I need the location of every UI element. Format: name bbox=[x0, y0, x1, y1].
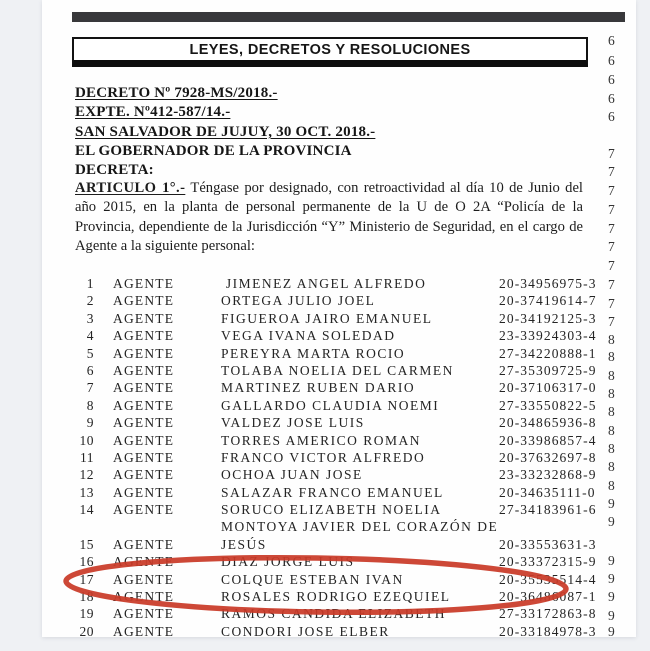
margin-digit: 6 bbox=[608, 72, 615, 87]
table-row bbox=[68, 466, 597, 483]
table-row bbox=[68, 292, 597, 309]
row-cuil: 20-35535514-4 bbox=[499, 571, 597, 587]
row-rank: AGENTE bbox=[113, 589, 175, 605]
masthead-box bbox=[72, 37, 588, 67]
table-row bbox=[68, 397, 597, 414]
article-body: Téngase por designado, con retroactividad al día 10 de Junio del año 2015, en la planta de personal permanente de la U de O 2A “Policía de la Provincia, dependiente de la Jurisdicción “Y” Ministerio de Seguridad, en el cargo de Agente a la siguiente personal: bbox=[75, 180, 583, 254]
table-row bbox=[68, 275, 597, 292]
margin-digit: 6 bbox=[608, 33, 615, 48]
row-rank: AGENTE bbox=[113, 345, 175, 361]
row-cuil: 20-36486087-1 bbox=[499, 589, 597, 605]
row-number: 2 bbox=[86, 293, 94, 309]
row-number: 6 bbox=[86, 362, 94, 378]
margin-digit: 8 bbox=[608, 349, 615, 364]
row-number: 8 bbox=[86, 397, 94, 413]
row-name: FIGUEROA JAIRO EMANUEL bbox=[221, 310, 433, 326]
margin-digit: 9 bbox=[608, 608, 615, 623]
row-rank: AGENTE bbox=[113, 432, 175, 448]
table-row bbox=[68, 345, 597, 362]
row-rank: AGENTE bbox=[113, 449, 175, 465]
decree-line: DECRETA: bbox=[75, 162, 154, 179]
decree-line: SAN SALVADOR DE JUJUY, 30 OCT. 2018.- bbox=[75, 123, 376, 140]
margin-digit: 8 bbox=[608, 423, 615, 438]
row-number: 18 bbox=[79, 589, 94, 605]
row-rank: AGENTE bbox=[113, 536, 175, 552]
row-cuil: 20-33184978-3 bbox=[499, 623, 597, 639]
row-cuil: 27-34220888-1 bbox=[499, 345, 597, 361]
row-number: 17 bbox=[79, 571, 94, 587]
row-rank: AGENTE bbox=[113, 623, 175, 639]
margin-digit: 7 bbox=[608, 202, 615, 217]
table-row bbox=[68, 588, 597, 605]
table-row bbox=[68, 484, 596, 501]
row-number: 16 bbox=[79, 554, 94, 570]
row-number: 13 bbox=[79, 484, 94, 500]
margin-digit: 7 bbox=[608, 277, 615, 292]
row-number: 15 bbox=[79, 536, 94, 552]
row-rank: AGENTE bbox=[113, 397, 175, 413]
table-row bbox=[68, 553, 597, 570]
row-rank: AGENTE bbox=[113, 293, 175, 309]
row-cuil: 20-37632697-8 bbox=[499, 449, 597, 465]
margin-digit: 8 bbox=[608, 368, 615, 383]
margin-digit: 6 bbox=[608, 91, 615, 106]
table-row bbox=[68, 536, 597, 553]
row-number: 10 bbox=[79, 432, 94, 448]
row-name: SORUCO ELIZABETH NOELIA bbox=[221, 502, 442, 518]
row-rank: AGENTE bbox=[113, 328, 175, 344]
row-rank: AGENTE bbox=[113, 502, 175, 518]
row-cuil: 20-33553631-3 bbox=[499, 536, 597, 552]
page-top-rule bbox=[72, 12, 625, 22]
row-name: JESÚS bbox=[221, 536, 267, 552]
margin-digit: 7 bbox=[608, 146, 615, 161]
row-cuil: 23-33232868-9 bbox=[499, 467, 597, 483]
margin-digit: 7 bbox=[608, 183, 615, 198]
row-rank: AGENTE bbox=[113, 571, 175, 587]
row-name: DIAZ JORGE LUIS bbox=[221, 554, 355, 570]
margin-digit: 9 bbox=[608, 589, 615, 604]
row-cuil: 20-34192125-3 bbox=[499, 310, 597, 326]
table-row bbox=[68, 362, 597, 379]
margin-digit: 7 bbox=[608, 221, 615, 236]
row-name: VALDEZ JOSE LUIS bbox=[221, 415, 365, 431]
row-name: GALLARDO CLAUDIA NOEMI bbox=[221, 397, 440, 413]
article-paragraph bbox=[75, 179, 583, 256]
row-rank bbox=[113, 518, 177, 535]
margin-digit: 7 bbox=[608, 296, 615, 311]
row-rank: AGENTE bbox=[113, 484, 175, 500]
margin-digit: 7 bbox=[608, 258, 615, 273]
row-number: 4 bbox=[86, 328, 94, 344]
table-row bbox=[68, 623, 597, 640]
decree-heading-block bbox=[75, 84, 375, 180]
row-rank: AGENTE bbox=[113, 276, 175, 291]
row-cuil: 27-34183961-6 bbox=[499, 502, 597, 518]
row-rank: AGENTE bbox=[113, 310, 175, 326]
row-name: FRANCO VICTOR ALFREDO bbox=[221, 449, 426, 465]
row-cuil: 20-34635111-0 bbox=[499, 484, 596, 500]
margin-digit: 6 bbox=[608, 53, 615, 68]
table-row bbox=[68, 571, 597, 588]
margin-digit: 7 bbox=[608, 314, 615, 329]
margin-digit: 8 bbox=[608, 332, 615, 347]
article-label: ARTICULO 1°.- bbox=[75, 180, 186, 196]
row-rank: AGENTE bbox=[113, 467, 175, 483]
row-rank: AGENTE bbox=[113, 554, 175, 570]
margin-digit: 9 bbox=[608, 571, 615, 586]
row-rank: AGENTE bbox=[113, 415, 175, 431]
table-row bbox=[68, 432, 597, 449]
row-name: COLQUE ESTEBAN IVAN bbox=[221, 571, 404, 587]
margin-digit: 9 bbox=[608, 514, 615, 529]
decree-line: EL GOBERNADOR DE LA PROVINCIA bbox=[75, 142, 352, 159]
row-name: ROSALES RODRIGO EZEQUIEL bbox=[221, 589, 451, 605]
decree-line: EXPTE. Nº412-587/14.- bbox=[75, 104, 231, 121]
margin-digit: 6 bbox=[608, 109, 615, 124]
table-row bbox=[68, 449, 597, 466]
row-cuil: 23-33924303-4 bbox=[499, 328, 597, 344]
row-name: MARTINEZ RUBEN DARIO bbox=[221, 380, 416, 396]
table-row bbox=[68, 327, 597, 344]
row-cuil: 20-33986857-4 bbox=[499, 432, 597, 448]
table-row bbox=[68, 379, 597, 396]
row-rank: AGENTE bbox=[113, 362, 175, 378]
row-name: TOLABA NOELIA DEL CARMEN bbox=[221, 362, 454, 378]
row-number: 14 bbox=[79, 502, 94, 518]
row-number bbox=[68, 518, 94, 535]
row-name: RAMOS CANDIDA ELIZABETH bbox=[221, 606, 446, 622]
row-number: 5 bbox=[86, 345, 94, 361]
row-cuil: 27-35309725-9 bbox=[499, 362, 597, 378]
row-cuil: 20-34865936-8 bbox=[499, 415, 597, 431]
row-name: ORTEGA JULIO JOEL bbox=[221, 293, 376, 309]
row-name: VEGA IVANA SOLEDAD bbox=[221, 328, 396, 344]
row-name: SALAZAR FRANCO EMANUEL bbox=[221, 484, 444, 500]
margin-digit: 8 bbox=[608, 441, 615, 456]
row-name: TORRES AMERICO ROMAN bbox=[221, 432, 422, 448]
row-number: 11 bbox=[80, 449, 94, 465]
table-row bbox=[68, 501, 597, 518]
row-number: 3 bbox=[86, 310, 94, 326]
margin-digit: 8 bbox=[608, 386, 615, 401]
table-row bbox=[68, 605, 597, 622]
row-rank: AGENTE bbox=[113, 380, 175, 396]
table-row bbox=[68, 414, 597, 431]
row-cuil: 20-37106317-0 bbox=[499, 380, 597, 396]
row-name: CONDORI JOSE ELBER bbox=[221, 623, 390, 639]
row-cuil bbox=[498, 518, 607, 535]
table-row-name-wrap bbox=[68, 518, 582, 535]
row-cuil: 20-37419614-7 bbox=[499, 293, 597, 309]
row-name: MONTOYA JAVIER DEL CORAZÓN DE bbox=[221, 519, 499, 535]
decree-line: DECRETO Nº 7928-MS/2018.- bbox=[75, 85, 278, 101]
row-cuil: 20-33372315-9 bbox=[499, 554, 597, 570]
row-cuil: 27-33550822-5 bbox=[499, 397, 597, 413]
row-name: OCHOA JUAN JOSE bbox=[221, 467, 363, 483]
row-name: PEREYRA MARTA ROCIO bbox=[221, 345, 406, 361]
row-number: 19 bbox=[79, 606, 94, 622]
row-number: 7 bbox=[86, 380, 94, 396]
margin-digit: 9 bbox=[608, 553, 615, 568]
margin-digit: 9 bbox=[608, 496, 615, 511]
row-number: 12 bbox=[79, 467, 94, 483]
table-row bbox=[68, 310, 597, 327]
margin-digit: 8 bbox=[608, 459, 615, 474]
row-cuil: 20-34956975-3 bbox=[499, 276, 597, 291]
margin-digit: 8 bbox=[608, 478, 615, 493]
bulletin-page bbox=[42, 0, 636, 637]
row-number: 1 bbox=[86, 276, 94, 291]
row-cuil: 27-33172863-8 bbox=[499, 606, 597, 622]
margin-digit: 9 bbox=[608, 624, 615, 639]
margin-digit: 7 bbox=[608, 239, 615, 254]
margin-digit: 8 bbox=[608, 404, 615, 419]
masthead-title: LEYES, DECRETOS Y RESOLUCIONES bbox=[189, 42, 471, 58]
row-number: 20 bbox=[79, 623, 94, 639]
agents-roster-table bbox=[68, 275, 597, 640]
row-number: 9 bbox=[86, 415, 94, 431]
row-rank: AGENTE bbox=[113, 606, 175, 622]
margin-digit: 7 bbox=[608, 164, 615, 179]
row-name: JIMENEZ ANGEL ALFREDO bbox=[221, 276, 427, 291]
